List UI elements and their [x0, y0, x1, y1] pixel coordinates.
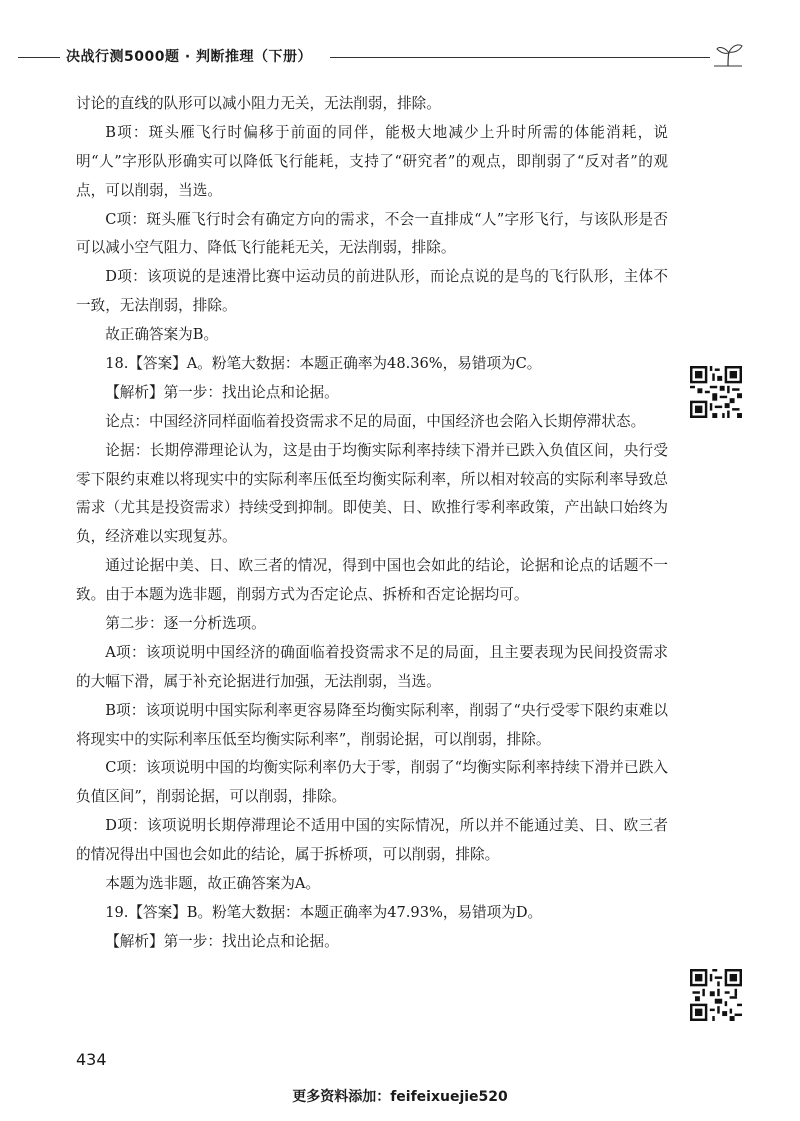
analysis-heading: 【解析】第一步：找出论点和论据。: [105, 932, 339, 950]
footer-note: 更多资料添加：feifeixuejie520: [292, 1089, 508, 1105]
paragraph: C项：该项说明中国的均衡实际利率仍大于零，削弱了“均衡实际利率持续下滑并已跌入负值区间”，削弱论据，可以削弱，排除。: [76, 759, 668, 806]
running-header: [0, 40, 800, 76]
analysis-heading: 【解析】第一步：找出论点和论据。: [105, 383, 339, 401]
paragraph: A项：该项说明中国经济的确面临着投资需求不足的局面，且主要表现为民间投资需求的大幅下滑，属于补充论据进行加强，无法削弱，当选。: [76, 643, 668, 690]
answer-heading-18: 18.【答案】A。粉笔大数据：本题正确率为48.36%，易错项为C。: [105, 355, 542, 373]
header-rule-right: [330, 57, 710, 58]
answer-heading-19: 19.【答案】B。粉笔大数据：本题正确率为47.93%，易错项为D。: [105, 903, 543, 921]
qr-code-icon[interactable]: [690, 366, 742, 418]
paragraph: C项：斑头雁飞行时会有确定方向的需求，不会一直排成“人”字形飞行，与该队形是否可以减小空气阻力、降低飞行能耗无关，无法削弱，排除。: [76, 210, 668, 257]
paragraph: 论据：长期停滞理论认为，这是由于均衡实际利率持续下滑并已跌入负值区间，央行受零下限约束难以将现实中的实际利率压低至均衡实际利率，所以相对较高的实际利率导致总需求（尤其是投资需求）持续受到抑制。即使美、日、欧推行零利率政策，产出缺口始终为负，经济难以实现复苏。: [76, 441, 668, 546]
paragraph: 第二步：逐一分析选项。: [105, 615, 266, 633]
paragraph: 故正确答案为B。: [105, 326, 219, 344]
paragraph: 本题为选非题，故正确答案为A。: [105, 875, 321, 893]
main-text: [76, 90, 668, 957]
header-rule-left: [18, 57, 60, 58]
paragraph: B项：斑头雁飞行时偏移于前面的同伴，能极大地减少上升时所需的体能消耗，说明“人”字形队形确实可以降低飞行能耗，支持了“研究者”的观点，即削弱了“反对者”的观点，可以削弱，当选。: [76, 123, 668, 199]
paragraph: B项：该项说明中国实际利率更容易降至均衡实际利率，削弱了“央行受零下限约束难以将现实中的实际利率压低至均衡实际利率”，削弱论据，可以削弱，排除。: [76, 701, 668, 748]
paragraph: 讨论的直线的队形可以减小阻力无关，无法削弱，排除。: [76, 95, 441, 112]
paragraph: D项：该项说明长期停滞理论不适用中国的实际情况，所以并不能通过美、日、欧三者的情况得出中国也会如此的结论，属于拆桥项，可以削弱，排除。: [76, 817, 668, 864]
page-number: 434: [76, 1050, 107, 1069]
sprout-icon: [712, 40, 746, 70]
paragraph: 论点：中国经济同样面临着投资需求不足的局面，中国经济也会陷入长期停滞状态。: [105, 412, 646, 430]
book-title: 决战行测5000题 · 判断推理（下册）: [66, 49, 313, 65]
paragraph: 通过论据中美、日、欧三者的情况，得到中国也会如此的结论，论据和论点的话题不一致。由于本题为选非题，削弱方式为否定论点、拆桥和否定论据均可。: [76, 557, 668, 604]
qr-code-icon[interactable]: [690, 969, 742, 1021]
paragraph: D项：该项说的是速滑比赛中运动员的前进队形，而论点说的是鸟的飞行队形，主体不一致，无法削弱，排除。: [76, 268, 668, 315]
